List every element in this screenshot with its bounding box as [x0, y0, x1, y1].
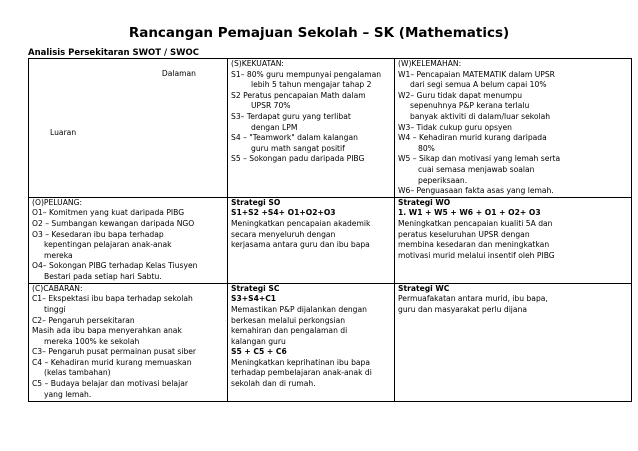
cell-line: C3– Pengaruh pusat permainan pusat siber	[32, 347, 197, 357]
table-row	[29, 197, 632, 283]
cell-line: C5 – Budaya belajar dan motivasi belajar	[32, 379, 188, 389]
cell-line: guru dan masyarakat perlu dijana	[398, 304, 528, 314]
cell-line: C2– Pengaruh persekitaran	[32, 315, 135, 325]
subtitle: Analisis Persekitaran SWOT / SWOC	[28, 48, 200, 58]
cell-line: sepenuhnya P&P kerana terlalu	[410, 101, 530, 111]
cell-line: Bestari pada setiap hari Sabtu.	[44, 271, 162, 281]
cell-line: W3– Tidak cukup guru opsyen	[398, 122, 512, 132]
strategy-sc-cell	[228, 283, 395, 401]
strategy-sc-formula-2: S5 + C5 + C6	[231, 347, 287, 357]
table-row	[29, 283, 632, 401]
cell-line: dari segi semua A belum capai 10%	[410, 80, 547, 90]
cell-line: S2 Peratus pencapaian Math dalam	[231, 90, 366, 100]
opportunities-cell	[29, 197, 228, 283]
cell-line: sekolah dan di rumah.	[231, 379, 316, 389]
cell-line: terhadap pembelajaran anak-anak di	[231, 368, 372, 378]
cell-line: kepentingan pelajaran anak-anak	[44, 240, 172, 250]
cell-line: motivasi murid melalui insentif oleh PIBG	[398, 250, 555, 260]
cell-line: cuai semasa menjawab soalan	[418, 164, 535, 174]
cell-line: Meningkatkan keprihatinan ibu bapa	[231, 357, 371, 367]
cell-line: kalangan guru	[231, 336, 286, 346]
strategy-so-cell	[228, 197, 395, 283]
cell-line: S4 – "Teamwork" dalam kalangan	[231, 133, 358, 143]
cell-line: Meningkatkan pencapaian kualiti 5A dan	[398, 218, 553, 228]
strategy-wc-heading: Strategi WC	[398, 283, 450, 293]
dalaman-label: Dalaman	[161, 69, 196, 78]
strategy-sc-formula: S3+S4+C1	[231, 294, 277, 304]
cell-line: Meningkatkan pencapaian akademik	[231, 218, 371, 228]
corner-cell	[29, 59, 228, 198]
cell-line: mereka	[44, 250, 73, 260]
cell-line: W4 – Kehadiran murid kurang daripada	[398, 133, 547, 143]
cell-line: membina kesedaran dan meningkatkan	[398, 240, 550, 250]
cell-line: O1– Komitmen yang kuat daripada PIBG	[32, 208, 185, 218]
cell-line: W6– Penguasaan fakta asas yang lemah.	[398, 186, 554, 196]
cell-line: O3 – Kesedaran ibu bapa terhadap	[32, 229, 164, 239]
cell-line: banyak aktiviti di dalam/luar sekolah	[410, 111, 551, 121]
cell-line: W2– Guru tidak dapat menumpu	[398, 90, 523, 100]
cell-line: tinggi	[44, 304, 66, 314]
cell-line: Permuafakatan antara murid, ibu bapa,	[398, 294, 548, 304]
cell-line: Masih ada ibu bapa menyerahkan anak	[32, 326, 182, 336]
challenges-cell	[29, 283, 228, 401]
strategy-wc-cell	[395, 283, 632, 401]
cell-line: S1– 80% guru mempunyai pengalaman	[231, 69, 382, 79]
strategy-wo-formula: 1. W1 + W5 + W6 + O1 + O2+ O3	[398, 208, 541, 218]
strategy-wo-cell	[395, 197, 632, 283]
cell-line: O4– Sokongan PIBG terhadap Kelas Tiusyen	[32, 261, 198, 271]
cell-line: W5 – Sikap dan motivasi yang lemah serta	[398, 154, 561, 164]
table-row	[29, 59, 632, 198]
cell-line: secara menyeluruh dengan	[231, 229, 336, 239]
cell-line: berkesan melalui perkongsian	[231, 315, 346, 325]
cell-line: (kelas tambahan)	[44, 368, 111, 378]
cell-line: C1– Ekspektasi ibu bapa terhadap sekolah	[32, 294, 193, 304]
cell-line: O2 – Sumbangan kewangan daripada NGO	[32, 218, 195, 228]
strengths-cell	[228, 59, 395, 198]
opportunities-heading: (O)PELUANG:	[32, 197, 83, 207]
cell-line: 80%	[418, 143, 435, 153]
cell-line: mereka 100% ke sekolah	[44, 336, 140, 346]
cell-line: peratus keseluruhan UPSR dengan	[398, 229, 530, 239]
challenges-heading: (C)CABARAN:	[32, 283, 83, 293]
strategy-so-heading: Strategi SO	[231, 197, 281, 207]
cell-line: C4 – Kehadiran murid kurang memuaskan	[32, 357, 192, 367]
strategy-wo-heading: Strategi WO	[398, 197, 451, 207]
cell-line: S3– Terdapat guru yang terlibat	[231, 111, 351, 121]
strengths-heading: (S)KEKUATAN:	[231, 59, 284, 68]
cell-line: kemahiran dan pengalaman di	[231, 326, 348, 336]
cell-line: peperiksaan.	[418, 175, 468, 185]
weaknesses-heading: (W)KELEMAHAN:	[398, 59, 462, 68]
cell-line: kerjasama antara guru dan ibu bapa	[231, 240, 370, 250]
weaknesses-cell	[395, 59, 632, 198]
cell-line: guru math sangat positif	[251, 143, 345, 153]
cell-line: UPSR 70%	[251, 101, 291, 111]
page-title: Rancangan Pemajuan Sekolah – SK (Mathematics)	[128, 25, 510, 41]
cell-line: dengan LPM	[251, 122, 298, 132]
cell-line: Memastikan P&P dijalankan dengan	[231, 304, 367, 314]
cell-line: lebih 5 tahun mengajar tahap 2	[251, 80, 372, 90]
swot-table	[28, 58, 632, 402]
cell-line: S5 – Sokongan padu daripada PIBG	[231, 154, 365, 164]
strategy-sc-heading: Strategi SC	[231, 283, 280, 293]
luaran-label: Luaran	[50, 127, 77, 137]
cell-line: yang lemah.	[44, 389, 92, 399]
strategy-so-formula: S1+S2 +S4+ O1+O2+O3	[231, 208, 336, 218]
cell-line: W1– Pencapaian MATEMATIK dalam UPSR	[398, 69, 555, 79]
